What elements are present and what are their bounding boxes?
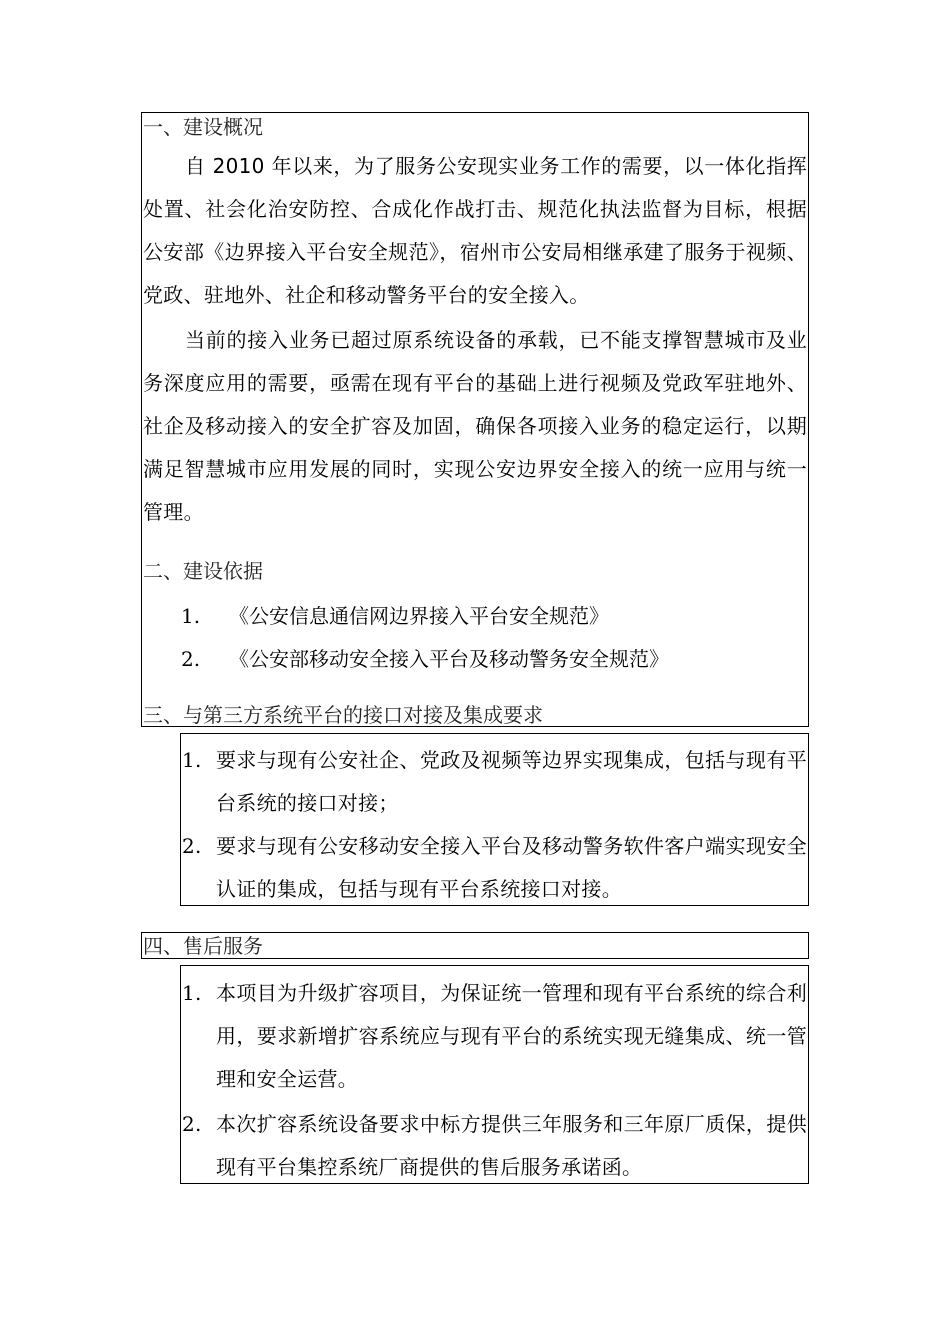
service-number: 2. [182, 1112, 202, 1136]
section-4-heading: 四、售后服务 [143, 934, 263, 958]
section-3-heading: 三、与第三方系统平台的接口对接及集成要求 [143, 703, 543, 727]
reference-number: 1. [181, 604, 201, 628]
reference-text: 《公安信息通信网边界接入平台安全规范》 [229, 604, 609, 628]
reference-text: 《公安部移动安全接入平台及移动警务安全规范》 [229, 647, 669, 671]
requirement-text: 要求与现有公安社企、党政及视频等边界实现集成，包括与现有平台系统的接口对接； [216, 748, 807, 815]
section-1-paragraph-1: 自 2010 年以来，为了服务公安现实业务工作的需要，以一体化指挥处置、社会化治安防控、合成化作战打击、规范化执法监督为目标，根据公安部《边界接入平台安全规范》，宿州市公安局相继承建了服务于视频、党政、驻地外、社企和移动警务平台的安全接入。 [143, 154, 807, 307]
reference-number: 2. [181, 647, 201, 671]
service-item [182, 1103, 807, 1189]
requirement-item [182, 825, 807, 911]
requirement-text: 要求与现有公安移动安全接入平台及移动警务软件客户端实现安全认证的集成，包括与现有平台系统接口对接。 [216, 834, 807, 901]
service-text: 本次扩容系统设备要求中标方提供三年服务和三年原厂质保，提供现有平台集控系统厂商提供的售后服务承诺函。 [216, 1112, 807, 1179]
service-number: 1. [182, 981, 202, 1005]
requirement-number: 2. [182, 834, 202, 858]
requirement-item [182, 739, 807, 825]
reference-item [181, 647, 669, 671]
requirement-number: 1. [182, 748, 202, 772]
reference-item [181, 604, 609, 628]
service-text: 本项目为升级扩容项目，为保证统一管理和现有平台系统的综合利用，要求新增扩容系统应与现有平台的系统实现无缝集成、统一管理和安全运营。 [216, 981, 807, 1091]
section-2-heading: 二、建设依据 [143, 559, 263, 583]
section-1-paragraph-2: 当前的接入业务已超过原系统设备的承载，已不能支撑智慧城市及业务深度应用的需要，亟需在现有平台的基础上进行视频及党政军驻地外、社企及移动接入的安全扩容及加固，确保各项接入业务的稳定运行，以期满足智慧城市应用发展的同时，实现公安边界安全接入的统一应用与统一管理。 [143, 328, 807, 524]
service-item [182, 972, 807, 1101]
section-1-heading: 一、建设概况 [143, 115, 263, 139]
